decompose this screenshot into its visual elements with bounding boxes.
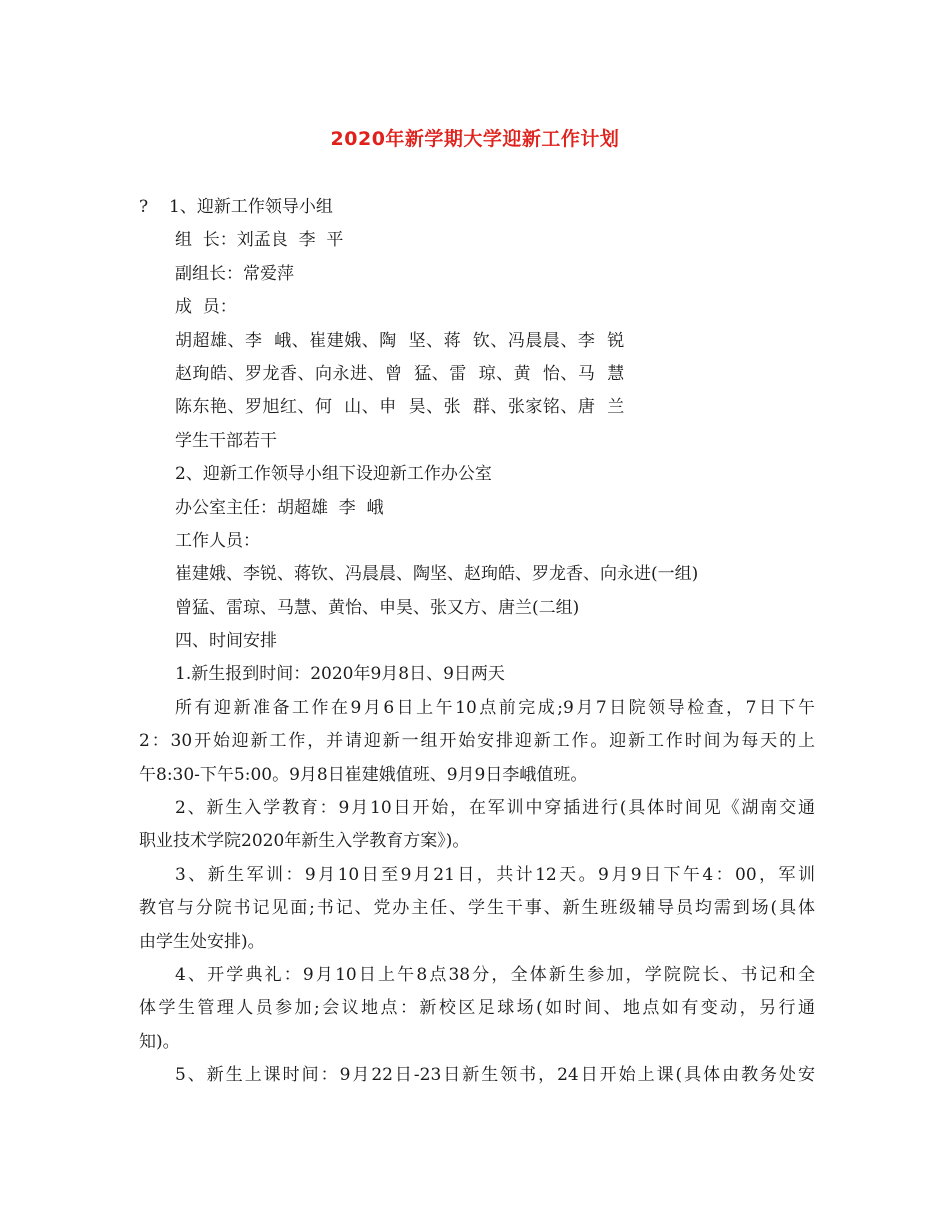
- paragraph-line: 体学生管理人员参加;会议地点：新校区足球场(如时间、地点如有变动，另行通: [139, 998, 815, 1019]
- deputy-leader-line: 副组长：常爱萍: [175, 263, 294, 284]
- paragraph-line: 5、新生上课时间：9月22日-23日新生领书，24日开始上课(具体由教务处安: [175, 1065, 815, 1086]
- paragraph-line: 午8:30-下午5:00。9月8日崔建娥值班、9月9日李峨值班。: [139, 764, 588, 785]
- section-heading-schedule: 四、时间安排: [175, 631, 277, 652]
- members-label: 成 员：: [175, 297, 237, 318]
- paragraph-orientation: [139, 792, 815, 859]
- paragraph-line: 教官与分院书记见面;书记、党办主任、学生干事、新生班级辅导员均需到场(具体: [139, 898, 815, 919]
- members-row-1: 胡超雄、李 峨、崔建娥、陶 坚、蒋 钦、冯晨晨、李 锐: [175, 330, 625, 351]
- paragraph-preparation: [139, 692, 815, 792]
- section-heading-office: 2、迎新工作领导小组下设迎新工作办公室: [175, 464, 492, 485]
- paragraph-class-start: [139, 1059, 815, 1092]
- section-heading-text: 1、迎新工作领导小组: [169, 197, 333, 217]
- paragraph-line: 4、开学典礼：9月10日上午8点38分，全体新生参加，学院院长、书记和全: [175, 964, 815, 985]
- unknown-glyph-mark: ?: [139, 197, 149, 217]
- section-heading-leadership: [139, 191, 815, 224]
- paragraph-line: 职业技术学院2020年新生入学教育方案》)。: [139, 831, 470, 852]
- staff-label: 工作人员：: [175, 530, 260, 551]
- document-body: [139, 191, 815, 1093]
- paragraph-opening-ceremony: [139, 959, 815, 1059]
- paragraph-military-training: [139, 859, 815, 959]
- paragraph-line: 2、新生入学教育：9月10日开始，在军训中穿插进行(具体时间见《湖南交通: [175, 798, 815, 819]
- paragraph-line: 知)。: [139, 1031, 180, 1052]
- paragraph-line: 由学生处安排)。: [139, 931, 265, 952]
- staff-group-2: 曾猛、雷琼、马慧、黄怡、申昊、张又方、唐兰(二组): [175, 597, 580, 618]
- document-title: 2020年新学期大学迎新工作计划: [330, 128, 620, 150]
- members-row-2: 赵珣皓、罗龙香、向永进、曾 猛、雷 琼、黄 怡、马 慧: [175, 363, 625, 384]
- registration-time-line: 1.新生报到时间：2020年9月8日、9日两天: [175, 664, 505, 685]
- office-director-line: 办公室主任：胡超雄 李 峨: [175, 497, 384, 518]
- paragraph-line: 所有迎新准备工作在9月6日上午10点前完成;9月7日院领导检查，7日下午: [175, 697, 815, 718]
- staff-group-1: 崔建娥、李锐、蒋钦、冯晨晨、陶坚、赵珣皓、罗龙香、向永进(一组): [175, 564, 699, 585]
- student-cadres-line: 学生干部若干: [175, 430, 277, 451]
- paragraph-line: 2：30开始迎新工作，并请迎新一组开始安排迎新工作。迎新工作时间为每天的上: [139, 731, 815, 752]
- paragraph-line: 3、新生军训：9月10日至9月21日，共计12天。9月9日下午4：00，军训: [175, 864, 815, 885]
- members-row-3: 陈东艳、罗旭红、何 山、申 昊、张 群、张家铭、唐 兰: [175, 397, 625, 418]
- leader-line: 组 长：刘孟良 李 平: [175, 230, 344, 251]
